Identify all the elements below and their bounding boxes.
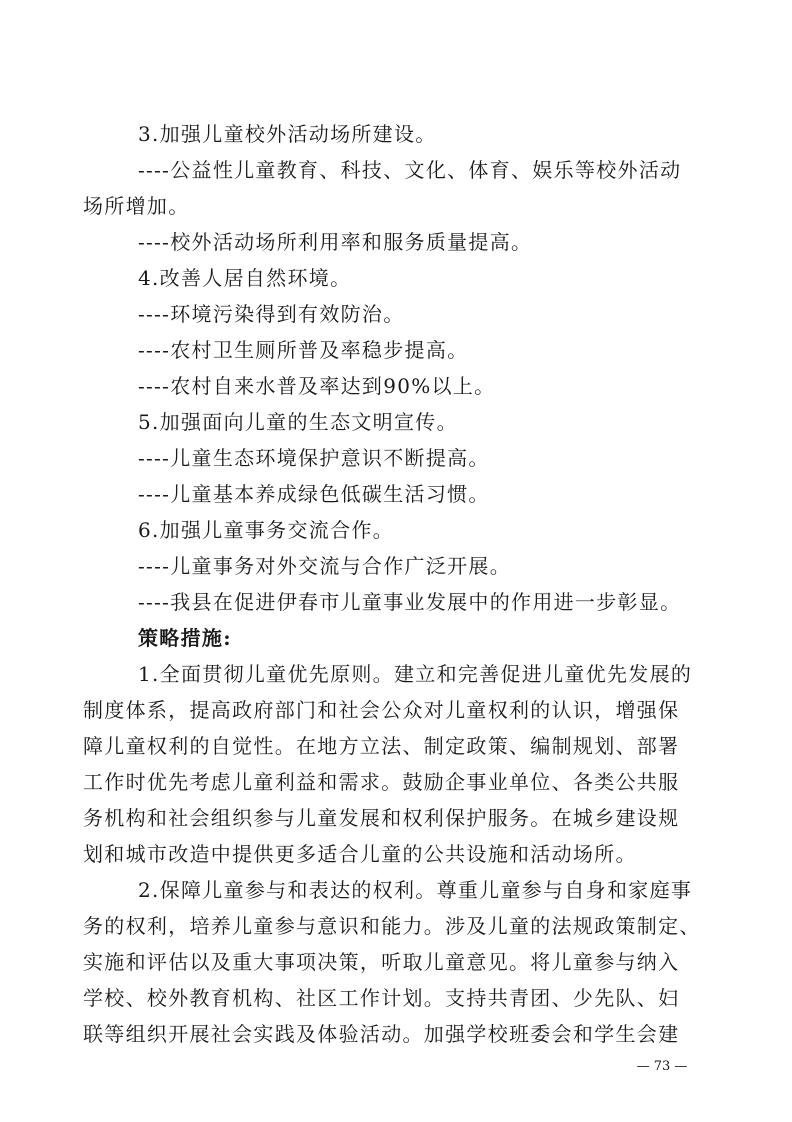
goal-item: ----农村自来水普及率达到90%以上。 bbox=[138, 374, 496, 398]
paragraph-2-line: 学校、校外教育机构、社区工作计划。支持共青团、少先队、妇 bbox=[83, 986, 680, 1010]
paragraph-2-line: 联等组织开展社会实践及体验活动。加强学校班委会和学生会建 bbox=[83, 1022, 680, 1046]
goal-heading-3: 3.加强儿童校外活动场所建设。 bbox=[138, 122, 437, 146]
goal-item: ----儿童事务对外交流与合作广泛开展。 bbox=[138, 554, 512, 578]
paragraph-1-line: 1.全面贯彻儿童优先原则。建立和完善促进儿童优先发展的 bbox=[138, 662, 693, 686]
paragraph-1-line: 划和城市改造中提供更多适合儿童的公共设施和活动场所。 bbox=[83, 842, 637, 866]
goal-item: ----我县在促进伊春市儿童事业发展中的作用进一步彰显。 bbox=[138, 590, 682, 614]
paragraph-1-line: 工作时优先考虑儿童利益和需求。鼓励企事业单位、各类公共服 bbox=[83, 770, 680, 794]
page-number: — 73 — bbox=[636, 1059, 688, 1074]
goal-item: ----儿童生态环境保护意识不断提高。 bbox=[138, 446, 490, 470]
goal-item: ----公益性儿童教育、科技、文化、体育、娱乐等校外活动 bbox=[138, 158, 682, 182]
paragraph-2-line: 务的权利，培养儿童参与意识和能力。涉及儿童的法规政策制定、 bbox=[83, 914, 701, 938]
goal-item-continuation: 场所增加。 bbox=[83, 194, 190, 218]
goal-heading-6: 6.加强儿童事务交流合作。 bbox=[138, 518, 394, 542]
goal-heading-5: 5.加强面向儿童的生态文明宣传。 bbox=[138, 410, 458, 434]
document-body bbox=[83, 116, 699, 1052]
goal-item: ----环境污染得到有效防治。 bbox=[138, 302, 405, 326]
paragraph-1-line: 制度体系，提高政府部门和社会公众对儿童权利的认识，增强保 bbox=[83, 698, 680, 722]
paragraph-2-line: 2.保障儿童参与和表达的权利。尊重儿童参与自身和家庭事 bbox=[138, 878, 693, 902]
paragraph-2-line: 实施和评估以及重大事项决策，听取儿童意见。将儿童参与纳入 bbox=[83, 950, 680, 974]
section-heading-strategy: 策略措施: bbox=[138, 626, 232, 650]
paragraph-1-line: 务机构和社会组织参与儿童发展和权利保护服务。在城乡建设规 bbox=[83, 806, 680, 830]
goal-heading-4: 4.改善人居自然环境。 bbox=[138, 266, 352, 290]
goal-item: ----儿童基本养成绿色低碳生活习惯。 bbox=[138, 482, 490, 506]
goal-item: ----校外活动场所利用率和服务质量提高。 bbox=[138, 230, 533, 254]
paragraph-1-line: 障儿童权利的自觉性。在地方立法、制定政策、编制规划、部署 bbox=[83, 734, 680, 758]
goal-item: ----农村卫生厕所普及率稳步提高。 bbox=[138, 338, 469, 362]
